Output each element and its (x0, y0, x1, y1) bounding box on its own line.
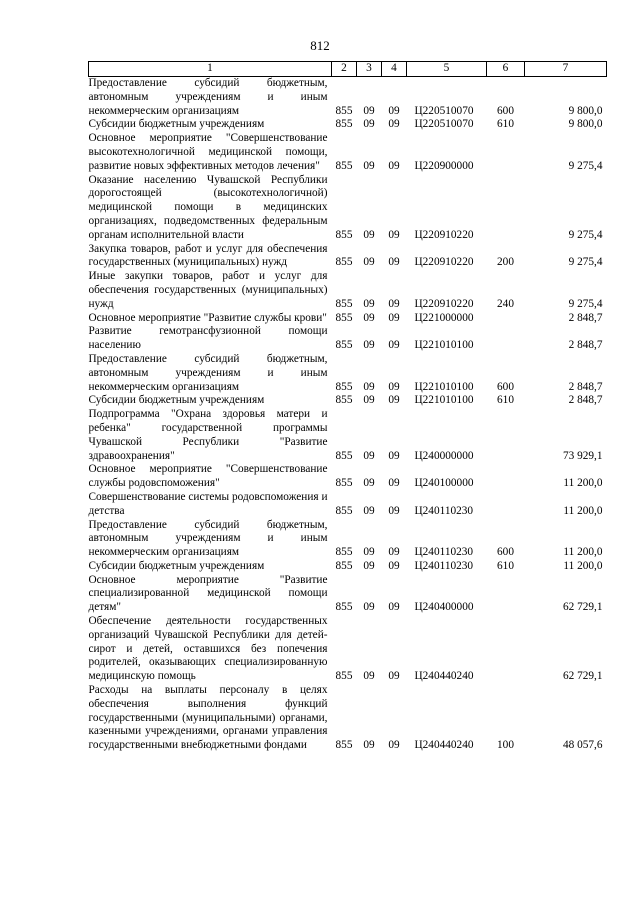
subsection-code: 09 (388, 449, 400, 462)
ministry-code: 855 (335, 311, 353, 324)
amount: 2 848,7 (568, 311, 603, 324)
amount: 2 848,7 (568, 339, 603, 352)
expense-item-name: Предоставление субсидий бюджетным, автономным учреждениям и иным некоммерческим организациям (88, 352, 328, 393)
amount: 9 800,0 (568, 104, 603, 117)
table-row (89, 574, 607, 615)
table-row (89, 353, 607, 394)
table-row (89, 174, 607, 243)
column-header: 5 (407, 62, 487, 77)
column-header: 3 (357, 62, 382, 77)
expense-item-name: Предоставление субсидий бюджетным, автономным учреждениям и иным некоммерческим организациям (88, 77, 328, 117)
column-header: 1 (89, 62, 332, 77)
ministry-code: 855 (335, 504, 353, 517)
amount: 9 800,0 (568, 118, 603, 131)
section-code: 09 (363, 256, 375, 269)
ministry-code: 855 (335, 601, 353, 614)
subsection-code: 09 (388, 477, 400, 490)
table-row (89, 132, 607, 173)
subsection-code: 09 (388, 601, 400, 614)
expense-item-name: Субсидии бюджетным учреждениям (88, 118, 265, 131)
subsection-code: 09 (388, 394, 400, 407)
expense-type-code: 610 (497, 118, 514, 131)
target-article-code: Ц240110230 (414, 546, 474, 559)
subsection-code: 09 (388, 339, 400, 352)
amount: 9 275,4 (568, 228, 603, 241)
expense-type-code: 240 (497, 297, 514, 310)
expense-type-code (487, 312, 525, 326)
section-code: 09 (363, 311, 375, 324)
expense-type-code: 100 (497, 739, 514, 752)
subsection-code: 09 (388, 504, 400, 517)
ministry-code: 855 (335, 256, 353, 269)
page-number: 812 (310, 38, 330, 53)
section-code: 09 (363, 504, 375, 517)
expense-item-name: Оказание населению Чувашской Республики дорогостоящей (высокотехнологичной) медицинской помощи в медицинских организациях, подведомственных федеральным органам исполнительной власти (88, 173, 328, 241)
expense-item-name: Развитие гемотрансфузионной помощи населению (88, 325, 328, 352)
target-article-code: Ц221010100 (414, 380, 474, 393)
table-row (89, 118, 607, 132)
amount: 48 057,6 (562, 739, 603, 752)
expense-type-code: 610 (497, 559, 514, 572)
ministry-code: 855 (335, 104, 353, 117)
target-article-code: Ц221010100 (414, 394, 474, 407)
target-article-code: Ц240110230 (414, 559, 474, 572)
section-code: 09 (363, 739, 375, 752)
amount: 9 275,4 (568, 256, 603, 269)
subsection-code: 09 (388, 159, 400, 172)
section-code: 09 (363, 394, 375, 407)
table-row (89, 270, 607, 311)
section-code: 09 (363, 159, 375, 172)
expense-type-code: 610 (497, 394, 514, 407)
subsection-code: 09 (388, 739, 400, 752)
target-article-code: Ц240440240 (414, 670, 474, 683)
target-article-code: Ц220910220 (414, 256, 474, 269)
target-article-code: Ц240110230 (414, 504, 474, 517)
ministry-code: 855 (335, 477, 353, 490)
amount: 11 200,0 (563, 504, 603, 517)
expense-item-name: Основное мероприятие "Развитие специализированной медицинской помощи детям" (88, 573, 328, 614)
header-row (89, 62, 607, 77)
target-article-code: Ц220910220 (414, 297, 474, 310)
expense-type-code: 600 (497, 104, 514, 117)
section-code: 09 (363, 546, 375, 559)
target-article-code: Ц220510070 (414, 104, 474, 117)
amount: 62 729,1 (562, 670, 603, 683)
subsection-code: 09 (388, 104, 400, 117)
column-header: 4 (382, 62, 407, 77)
ministry-code: 855 (335, 228, 353, 241)
ministry-code: 855 (335, 118, 353, 131)
ministry-code: 855 (335, 546, 353, 559)
amount: 62 729,1 (562, 601, 603, 614)
column-header: 6 (487, 62, 525, 77)
subsection-code: 09 (388, 380, 400, 393)
table-row (89, 615, 607, 684)
table-row (89, 684, 607, 753)
target-article-code: Ц220900000 (414, 159, 474, 172)
ministry-code: 855 (335, 449, 353, 462)
subsection-code: 09 (388, 546, 400, 559)
table-row (89, 463, 607, 491)
amount: 73 929,1 (562, 449, 603, 462)
section-code: 09 (363, 670, 375, 683)
subsection-code: 09 (388, 297, 400, 310)
table-row (89, 394, 607, 408)
expense-type-code (487, 174, 525, 243)
expense-item-name: Совершенствование системы родовспоможения и детства (88, 490, 328, 517)
expense-item-name: Подпрограмма "Охрана здоровья матери и ребенка" государственной программы Чувашской Республики "Развитие здравоохранения" (88, 408, 328, 462)
expense-type-code (487, 615, 525, 684)
expense-item-name: Иные закупки товаров, работ и услуг для обеспечения государственных (муниципальных) нужд (88, 270, 328, 310)
table-row (89, 408, 607, 463)
ministry-code: 855 (335, 670, 353, 683)
ministry-code: 855 (335, 297, 353, 310)
table-row (89, 560, 607, 574)
expense-type-code: 200 (497, 256, 514, 269)
subsection-code: 09 (388, 228, 400, 241)
table-row (89, 243, 607, 271)
table-row (89, 312, 607, 326)
column-header: 7 (525, 62, 607, 77)
expense-item-name: Обеспечение деятельности государственных организаций Чувашской Республики для детей-сирот и детей, оставшихся без попечения родителей, оказывающих специализированную медицинскую помощь (88, 615, 328, 683)
expense-type-code (487, 325, 525, 353)
table-row (89, 325, 607, 353)
expense-type-code (487, 132, 525, 173)
target-article-code: Ц240000000 (414, 449, 474, 462)
table-row (89, 519, 607, 560)
target-article-code: Ц220510070 (414, 118, 474, 131)
ministry-code: 855 (335, 394, 353, 407)
expense-type-code (487, 491, 525, 519)
subsection-code: 09 (388, 311, 400, 324)
ministry-code: 855 (335, 739, 353, 752)
section-code: 09 (363, 380, 375, 393)
section-code: 09 (363, 118, 375, 131)
section-code: 09 (363, 297, 375, 310)
expense-type-code: 600 (497, 546, 514, 559)
section-code: 09 (363, 559, 375, 572)
section-code: 09 (363, 601, 375, 614)
amount: 11 200,0 (563, 546, 603, 559)
expense-type-code (487, 408, 525, 463)
target-article-code: Ц220910220 (414, 228, 474, 241)
section-code: 09 (363, 339, 375, 352)
ministry-code: 855 (335, 380, 353, 393)
amount: 9 275,4 (568, 159, 603, 172)
section-code: 09 (363, 104, 375, 117)
subsection-code: 09 (388, 670, 400, 683)
table-row (89, 491, 607, 519)
budget-table (88, 61, 607, 753)
table-row (89, 77, 607, 119)
expense-item-name: Расходы на выплаты персоналу в целях обеспечения выполнения функций государственными (муниципальными) органами, казенными учреждениями, органами управления государственными внебюджетными фондами (88, 684, 328, 752)
expense-item-name: Субсидии бюджетным учреждениям (88, 559, 265, 572)
subsection-code: 09 (388, 559, 400, 572)
amount: 2 848,7 (568, 380, 603, 393)
expense-item-name: Основное мероприятие "Совершенствование службы родовспоможения" (88, 463, 328, 490)
target-article-code: Ц240100000 (414, 477, 474, 490)
section-code: 09 (363, 228, 375, 241)
expense-item-name: Закупка товаров, работ и услуг для обеспечения государственных (муниципальных) нужд (88, 242, 328, 269)
ministry-code: 855 (335, 159, 353, 172)
section-code: 09 (363, 449, 375, 462)
subsection-code: 09 (388, 118, 400, 131)
amount: 2 848,7 (568, 394, 603, 407)
ministry-code: 855 (335, 339, 353, 352)
amount: 11 200,0 (563, 477, 603, 490)
target-article-code: Ц240440240 (414, 739, 474, 752)
amount: 11 200,0 (563, 559, 603, 572)
target-article-code: Ц221000000 (414, 311, 474, 324)
expense-item-name: Основное мероприятие "Совершенствование высокотехнологичной медицинской помощи, развитие новых эффективных методов лечения" (88, 132, 328, 172)
expense-item-name: Основное мероприятие "Развитие службы крови" (88, 311, 327, 324)
expense-type-code (487, 574, 525, 615)
expense-item-name: Субсидии бюджетным учреждениям (88, 394, 265, 407)
amount: 9 275,4 (568, 297, 603, 310)
expense-type-code (487, 463, 525, 491)
target-article-code: Ц240400000 (414, 601, 474, 614)
target-article-code: Ц221010100 (414, 339, 474, 352)
column-header: 2 (332, 62, 357, 77)
subsection-code: 09 (388, 256, 400, 269)
expense-item-name: Предоставление субсидий бюджетным, автономным учреждениям и иным некоммерческим организациям (88, 518, 328, 559)
ministry-code: 855 (335, 559, 353, 572)
section-code: 09 (363, 477, 375, 490)
expense-type-code: 600 (497, 380, 514, 393)
